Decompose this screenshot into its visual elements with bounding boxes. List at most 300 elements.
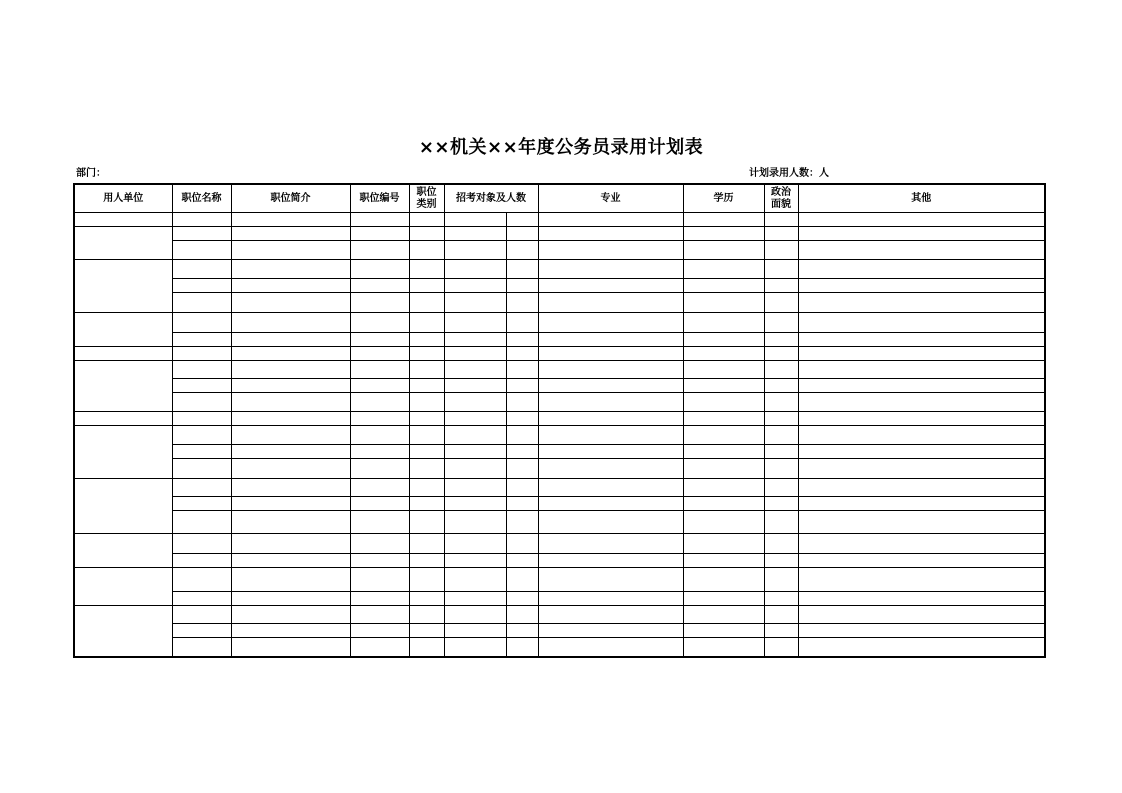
cell-recruit-target[interactable] bbox=[444, 554, 506, 568]
cell-position-category[interactable] bbox=[409, 497, 444, 511]
table-body bbox=[74, 213, 1045, 657]
table-row bbox=[74, 534, 1045, 554]
cell-position-code[interactable] bbox=[350, 361, 409, 379]
cell-position-intro[interactable] bbox=[231, 227, 350, 241]
cell-unit[interactable] bbox=[74, 227, 172, 260]
table-row bbox=[74, 313, 1045, 333]
cell-position-category[interactable] bbox=[409, 554, 444, 568]
cell-position-name[interactable] bbox=[172, 568, 231, 592]
cell-recruit-count[interactable] bbox=[506, 379, 538, 393]
cell-recruit-target[interactable] bbox=[444, 361, 506, 379]
cell-position-code[interactable] bbox=[350, 293, 409, 313]
cell-position-category[interactable] bbox=[409, 279, 444, 293]
cell-position-name[interactable] bbox=[172, 511, 231, 534]
table-row bbox=[74, 592, 1045, 606]
cell-position-category[interactable] bbox=[409, 260, 444, 279]
cell-position-code[interactable] bbox=[350, 459, 409, 479]
cell-position-intro[interactable] bbox=[231, 568, 350, 592]
cell-position-category[interactable] bbox=[409, 459, 444, 479]
cell-other[interactable] bbox=[798, 554, 1045, 568]
cell-position-intro[interactable] bbox=[231, 241, 350, 260]
cell-position-intro[interactable] bbox=[231, 412, 350, 426]
cell-position-code[interactable] bbox=[350, 554, 409, 568]
cell-recruit-target[interactable] bbox=[444, 241, 506, 260]
cell-position-intro[interactable] bbox=[231, 426, 350, 445]
cell-recruit-count[interactable] bbox=[506, 293, 538, 313]
cell-recruit-count[interactable] bbox=[506, 412, 538, 426]
cell-political-status[interactable] bbox=[764, 638, 798, 657]
cell-position-intro[interactable] bbox=[231, 279, 350, 293]
cell-position-code[interactable] bbox=[350, 568, 409, 592]
cell-recruit-target[interactable] bbox=[444, 279, 506, 293]
cell-position-category[interactable] bbox=[409, 293, 444, 313]
cell-position-code[interactable] bbox=[350, 412, 409, 426]
cell-recruit-count[interactable] bbox=[506, 568, 538, 592]
cell-political-status[interactable] bbox=[764, 459, 798, 479]
cell-other[interactable] bbox=[798, 606, 1045, 624]
cell-other[interactable] bbox=[798, 279, 1045, 293]
cell-position-category[interactable] bbox=[409, 333, 444, 347]
cell-other[interactable] bbox=[798, 592, 1045, 606]
table-row bbox=[74, 511, 1045, 534]
cell-position-name[interactable] bbox=[172, 459, 231, 479]
cell-education[interactable] bbox=[683, 445, 764, 459]
cell-education[interactable] bbox=[683, 361, 764, 379]
cell-education[interactable] bbox=[683, 534, 764, 554]
cell-education[interactable] bbox=[683, 393, 764, 412]
cell-position-code[interactable] bbox=[350, 333, 409, 347]
cell-education[interactable] bbox=[683, 241, 764, 260]
cell-recruit-target[interactable] bbox=[444, 347, 506, 361]
cell-position-name[interactable] bbox=[172, 293, 231, 313]
cell-position-name[interactable] bbox=[172, 379, 231, 393]
cell-other[interactable] bbox=[798, 260, 1045, 279]
cell-unit[interactable] bbox=[74, 426, 172, 479]
cell-political-status[interactable] bbox=[764, 241, 798, 260]
cell-position-intro[interactable] bbox=[231, 393, 350, 412]
cell-position-intro[interactable] bbox=[231, 347, 350, 361]
cell-major[interactable] bbox=[538, 606, 683, 624]
cell-major[interactable] bbox=[538, 497, 683, 511]
cell-recruit-target[interactable] bbox=[444, 213, 506, 227]
cell-position-name[interactable] bbox=[172, 393, 231, 412]
cell-position-code[interactable] bbox=[350, 393, 409, 412]
cell-major[interactable] bbox=[538, 347, 683, 361]
cell-other[interactable] bbox=[798, 497, 1045, 511]
cell-recruit-target[interactable] bbox=[444, 393, 506, 412]
cell-education[interactable] bbox=[683, 638, 764, 657]
cell-major[interactable] bbox=[538, 624, 683, 638]
cell-political-status[interactable] bbox=[764, 347, 798, 361]
table-row bbox=[74, 333, 1045, 347]
cell-major[interactable] bbox=[538, 426, 683, 445]
cell-recruit-count[interactable] bbox=[506, 426, 538, 445]
cell-major[interactable] bbox=[538, 568, 683, 592]
cell-other[interactable] bbox=[798, 333, 1045, 347]
table-row bbox=[74, 227, 1045, 241]
cell-other[interactable] bbox=[798, 347, 1045, 361]
cell-unit[interactable] bbox=[74, 534, 172, 568]
cell-position-category[interactable] bbox=[409, 426, 444, 445]
cell-education[interactable] bbox=[683, 379, 764, 393]
table-row bbox=[74, 279, 1045, 293]
cell-other[interactable] bbox=[798, 568, 1045, 592]
cell-position-category[interactable] bbox=[409, 313, 444, 333]
cell-political-status[interactable] bbox=[764, 445, 798, 459]
cell-political-status[interactable] bbox=[764, 227, 798, 241]
recruitment-plan-table bbox=[73, 183, 1046, 658]
cell-position-category[interactable] bbox=[409, 511, 444, 534]
cell-position-code[interactable] bbox=[350, 445, 409, 459]
cell-other[interactable] bbox=[798, 213, 1045, 227]
cell-position-code[interactable] bbox=[350, 534, 409, 554]
cell-position-name[interactable] bbox=[172, 479, 231, 497]
cell-other[interactable] bbox=[798, 445, 1045, 459]
cell-position-intro[interactable] bbox=[231, 497, 350, 511]
cell-education[interactable] bbox=[683, 293, 764, 313]
cell-education[interactable] bbox=[683, 333, 764, 347]
cell-political-status[interactable] bbox=[764, 279, 798, 293]
cell-political-status[interactable] bbox=[764, 624, 798, 638]
cell-position-intro[interactable] bbox=[231, 592, 350, 606]
cell-recruit-count[interactable] bbox=[506, 279, 538, 293]
cell-position-code[interactable] bbox=[350, 624, 409, 638]
cell-major[interactable] bbox=[538, 379, 683, 393]
cell-major[interactable] bbox=[538, 638, 683, 657]
cell-position-intro[interactable] bbox=[231, 361, 350, 379]
cell-political-status[interactable] bbox=[764, 393, 798, 412]
cell-education[interactable] bbox=[683, 279, 764, 293]
cell-recruit-count[interactable] bbox=[506, 227, 538, 241]
cell-major[interactable] bbox=[538, 592, 683, 606]
cell-recruit-count[interactable] bbox=[506, 638, 538, 657]
cell-education[interactable] bbox=[683, 213, 764, 227]
cell-recruit-count[interactable] bbox=[506, 333, 538, 347]
table-row bbox=[74, 379, 1045, 393]
cell-position-intro[interactable] bbox=[231, 313, 350, 333]
cell-other[interactable] bbox=[798, 426, 1045, 445]
cell-recruit-target[interactable] bbox=[444, 497, 506, 511]
header-position-code: 职位编号 bbox=[350, 184, 409, 213]
cell-position-intro[interactable] bbox=[231, 293, 350, 313]
cell-recruit-target[interactable] bbox=[444, 426, 506, 445]
cell-position-name[interactable] bbox=[172, 624, 231, 638]
cell-education[interactable] bbox=[683, 554, 764, 568]
cell-recruit-count[interactable] bbox=[506, 534, 538, 554]
cell-recruit-target[interactable] bbox=[444, 412, 506, 426]
cell-position-code[interactable] bbox=[350, 213, 409, 227]
cell-political-status[interactable] bbox=[764, 426, 798, 445]
cell-position-intro[interactable] bbox=[231, 606, 350, 624]
cell-political-status[interactable] bbox=[764, 534, 798, 554]
cell-recruit-count[interactable] bbox=[506, 511, 538, 534]
cell-position-intro[interactable] bbox=[231, 260, 350, 279]
cell-position-code[interactable] bbox=[350, 227, 409, 241]
cell-political-status[interactable] bbox=[764, 554, 798, 568]
cell-position-category[interactable] bbox=[409, 568, 444, 592]
cell-education[interactable] bbox=[683, 459, 764, 479]
cell-other[interactable] bbox=[798, 393, 1045, 412]
cell-major[interactable] bbox=[538, 260, 683, 279]
cell-position-code[interactable] bbox=[350, 347, 409, 361]
table-row bbox=[74, 459, 1045, 479]
cell-position-name[interactable] bbox=[172, 241, 231, 260]
table-row bbox=[74, 445, 1045, 459]
cell-major[interactable] bbox=[538, 227, 683, 241]
cell-position-category[interactable] bbox=[409, 241, 444, 260]
cell-education[interactable] bbox=[683, 511, 764, 534]
cell-position-intro[interactable] bbox=[231, 534, 350, 554]
cell-recruit-count[interactable] bbox=[506, 313, 538, 333]
cell-political-status[interactable] bbox=[764, 412, 798, 426]
cell-major[interactable] bbox=[538, 213, 683, 227]
cell-recruit-target[interactable] bbox=[444, 260, 506, 279]
cell-position-intro[interactable] bbox=[231, 213, 350, 227]
cell-recruit-target[interactable] bbox=[444, 534, 506, 554]
cell-position-intro[interactable] bbox=[231, 624, 350, 638]
cell-position-category[interactable] bbox=[409, 361, 444, 379]
cell-position-name[interactable] bbox=[172, 227, 231, 241]
cell-recruit-count[interactable] bbox=[506, 241, 538, 260]
cell-political-status[interactable] bbox=[764, 479, 798, 497]
cell-political-status[interactable] bbox=[764, 333, 798, 347]
cell-position-code[interactable] bbox=[350, 497, 409, 511]
cell-position-code[interactable] bbox=[350, 241, 409, 260]
cell-other[interactable] bbox=[798, 379, 1045, 393]
cell-unit[interactable] bbox=[74, 479, 172, 534]
cell-education[interactable] bbox=[683, 313, 764, 333]
cell-major[interactable] bbox=[538, 393, 683, 412]
cell-position-name[interactable] bbox=[172, 333, 231, 347]
cell-other[interactable] bbox=[798, 459, 1045, 479]
table-row bbox=[74, 241, 1045, 260]
cell-other[interactable] bbox=[798, 638, 1045, 657]
table-row bbox=[74, 393, 1045, 412]
recruitment-plan-table-wrapper bbox=[73, 183, 1046, 658]
cell-major[interactable] bbox=[538, 361, 683, 379]
cell-position-intro[interactable] bbox=[231, 333, 350, 347]
cell-position-name[interactable] bbox=[172, 260, 231, 279]
cell-position-category[interactable] bbox=[409, 606, 444, 624]
cell-position-category[interactable] bbox=[409, 638, 444, 657]
cell-position-category[interactable] bbox=[409, 624, 444, 638]
cell-political-status[interactable] bbox=[764, 213, 798, 227]
cell-position-category[interactable] bbox=[409, 592, 444, 606]
cell-position-name[interactable] bbox=[172, 313, 231, 333]
cell-position-category[interactable] bbox=[409, 534, 444, 554]
cell-political-status[interactable] bbox=[764, 606, 798, 624]
cell-recruit-count[interactable] bbox=[506, 497, 538, 511]
cell-education[interactable] bbox=[683, 347, 764, 361]
cell-position-code[interactable] bbox=[350, 426, 409, 445]
cell-position-intro[interactable] bbox=[231, 479, 350, 497]
cell-position-code[interactable] bbox=[350, 606, 409, 624]
cell-position-category[interactable] bbox=[409, 393, 444, 412]
table-row bbox=[74, 260, 1045, 279]
cell-position-category[interactable] bbox=[409, 347, 444, 361]
cell-position-code[interactable] bbox=[350, 313, 409, 333]
cell-political-status[interactable] bbox=[764, 511, 798, 534]
cell-major[interactable] bbox=[538, 511, 683, 534]
cell-other[interactable] bbox=[798, 511, 1045, 534]
cell-education[interactable] bbox=[683, 260, 764, 279]
cell-major[interactable] bbox=[538, 412, 683, 426]
cell-major[interactable] bbox=[538, 313, 683, 333]
cell-position-name[interactable] bbox=[172, 445, 231, 459]
cell-unit[interactable] bbox=[74, 347, 172, 361]
cell-recruit-count[interactable] bbox=[506, 260, 538, 279]
cell-position-category[interactable] bbox=[409, 213, 444, 227]
cell-position-category[interactable] bbox=[409, 412, 444, 426]
cell-education[interactable] bbox=[683, 592, 764, 606]
cell-position-intro[interactable] bbox=[231, 511, 350, 534]
cell-position-name[interactable] bbox=[172, 361, 231, 379]
cell-position-code[interactable] bbox=[350, 479, 409, 497]
table-row bbox=[74, 426, 1045, 445]
cell-recruit-count[interactable] bbox=[506, 606, 538, 624]
cell-other[interactable] bbox=[798, 313, 1045, 333]
cell-unit[interactable] bbox=[74, 313, 172, 347]
cell-other[interactable] bbox=[798, 241, 1045, 260]
cell-education[interactable] bbox=[683, 227, 764, 241]
cell-recruit-target[interactable] bbox=[444, 606, 506, 624]
header-row bbox=[74, 184, 1045, 213]
cell-recruit-count[interactable] bbox=[506, 361, 538, 379]
cell-recruit-target[interactable] bbox=[444, 638, 506, 657]
cell-position-name[interactable] bbox=[172, 347, 231, 361]
cell-education[interactable] bbox=[683, 479, 764, 497]
cell-recruit-target[interactable] bbox=[444, 479, 506, 497]
header-political-status: 政治 面貌 bbox=[764, 184, 798, 213]
cell-major[interactable] bbox=[538, 241, 683, 260]
cell-major[interactable] bbox=[538, 279, 683, 293]
cell-other[interactable] bbox=[798, 479, 1045, 497]
cell-other[interactable] bbox=[798, 412, 1045, 426]
table-row bbox=[74, 638, 1045, 657]
cell-position-category[interactable] bbox=[409, 479, 444, 497]
cell-political-status[interactable] bbox=[764, 568, 798, 592]
cell-political-status[interactable] bbox=[764, 293, 798, 313]
cell-position-intro[interactable] bbox=[231, 459, 350, 479]
cell-major[interactable] bbox=[538, 293, 683, 313]
cell-unit[interactable] bbox=[74, 568, 172, 606]
cell-position-intro[interactable] bbox=[231, 445, 350, 459]
header-position-category: 职位 类别 bbox=[409, 184, 444, 213]
cell-political-status[interactable] bbox=[764, 497, 798, 511]
cell-recruit-count[interactable] bbox=[506, 592, 538, 606]
cell-recruit-target[interactable] bbox=[444, 624, 506, 638]
cell-recruit-target[interactable] bbox=[444, 445, 506, 459]
cell-recruit-target[interactable] bbox=[444, 568, 506, 592]
cell-unit[interactable] bbox=[74, 260, 172, 313]
cell-position-category[interactable] bbox=[409, 379, 444, 393]
header-major: 专业 bbox=[538, 184, 683, 213]
cell-position-name[interactable] bbox=[172, 497, 231, 511]
cell-recruit-target[interactable] bbox=[444, 293, 506, 313]
cell-political-status[interactable] bbox=[764, 592, 798, 606]
cell-position-name[interactable] bbox=[172, 426, 231, 445]
cell-position-intro[interactable] bbox=[231, 638, 350, 657]
cell-position-name[interactable] bbox=[172, 213, 231, 227]
cell-recruit-target[interactable] bbox=[444, 227, 506, 241]
cell-recruit-count[interactable] bbox=[506, 213, 538, 227]
cell-position-name[interactable] bbox=[172, 534, 231, 554]
cell-major[interactable] bbox=[538, 554, 683, 568]
cell-political-status[interactable] bbox=[764, 379, 798, 393]
cell-education[interactable] bbox=[683, 624, 764, 638]
cell-recruit-count[interactable] bbox=[506, 624, 538, 638]
table-row bbox=[74, 412, 1045, 426]
cell-unit[interactable] bbox=[74, 361, 172, 412]
header-position-name: 职位名称 bbox=[172, 184, 231, 213]
cell-position-code[interactable] bbox=[350, 592, 409, 606]
cell-political-status[interactable] bbox=[764, 313, 798, 333]
header-education: 学历 bbox=[683, 184, 764, 213]
header-other: 其他 bbox=[798, 184, 1045, 213]
cell-education[interactable] bbox=[683, 497, 764, 511]
cell-major[interactable] bbox=[538, 459, 683, 479]
cell-unit[interactable] bbox=[74, 606, 172, 657]
cell-recruit-target[interactable] bbox=[444, 333, 506, 347]
cell-position-name[interactable] bbox=[172, 554, 231, 568]
cell-recruit-count[interactable] bbox=[506, 445, 538, 459]
cell-position-intro[interactable] bbox=[231, 379, 350, 393]
cell-education[interactable] bbox=[683, 606, 764, 624]
cell-other[interactable] bbox=[798, 624, 1045, 638]
cell-position-category[interactable] bbox=[409, 445, 444, 459]
cell-position-code[interactable] bbox=[350, 260, 409, 279]
cell-major[interactable] bbox=[538, 445, 683, 459]
cell-position-category[interactable] bbox=[409, 227, 444, 241]
cell-political-status[interactable] bbox=[764, 260, 798, 279]
cell-unit[interactable] bbox=[74, 412, 172, 426]
table-row bbox=[74, 361, 1045, 379]
cell-unit[interactable] bbox=[74, 213, 172, 227]
cell-other[interactable] bbox=[798, 361, 1045, 379]
cell-major[interactable] bbox=[538, 479, 683, 497]
cell-position-name[interactable] bbox=[172, 592, 231, 606]
cell-political-status[interactable] bbox=[764, 361, 798, 379]
cell-recruit-count[interactable] bbox=[506, 459, 538, 479]
cell-recruit-count[interactable] bbox=[506, 479, 538, 497]
cell-position-code[interactable] bbox=[350, 379, 409, 393]
cell-education[interactable] bbox=[683, 426, 764, 445]
cell-education[interactable] bbox=[683, 412, 764, 426]
cell-position-name[interactable] bbox=[172, 606, 231, 624]
cell-other[interactable] bbox=[798, 534, 1045, 554]
cell-recruit-count[interactable] bbox=[506, 554, 538, 568]
cell-education[interactable] bbox=[683, 568, 764, 592]
cell-position-intro[interactable] bbox=[231, 554, 350, 568]
cell-position-name[interactable] bbox=[172, 279, 231, 293]
cell-recruit-target[interactable] bbox=[444, 313, 506, 333]
cell-recruit-count[interactable] bbox=[506, 393, 538, 412]
cell-position-code[interactable] bbox=[350, 279, 409, 293]
cell-other[interactable] bbox=[798, 293, 1045, 313]
cell-recruit-target[interactable] bbox=[444, 511, 506, 534]
cell-major[interactable] bbox=[538, 534, 683, 554]
cell-position-name[interactable] bbox=[172, 638, 231, 657]
cell-major[interactable] bbox=[538, 333, 683, 347]
cell-position-name[interactable] bbox=[172, 412, 231, 426]
cell-position-code[interactable] bbox=[350, 511, 409, 534]
cell-recruit-target[interactable] bbox=[444, 379, 506, 393]
cell-other[interactable] bbox=[798, 227, 1045, 241]
cell-recruit-target[interactable] bbox=[444, 459, 506, 479]
cell-position-code[interactable] bbox=[350, 638, 409, 657]
cell-recruit-count[interactable] bbox=[506, 347, 538, 361]
cell-recruit-target[interactable] bbox=[444, 592, 506, 606]
